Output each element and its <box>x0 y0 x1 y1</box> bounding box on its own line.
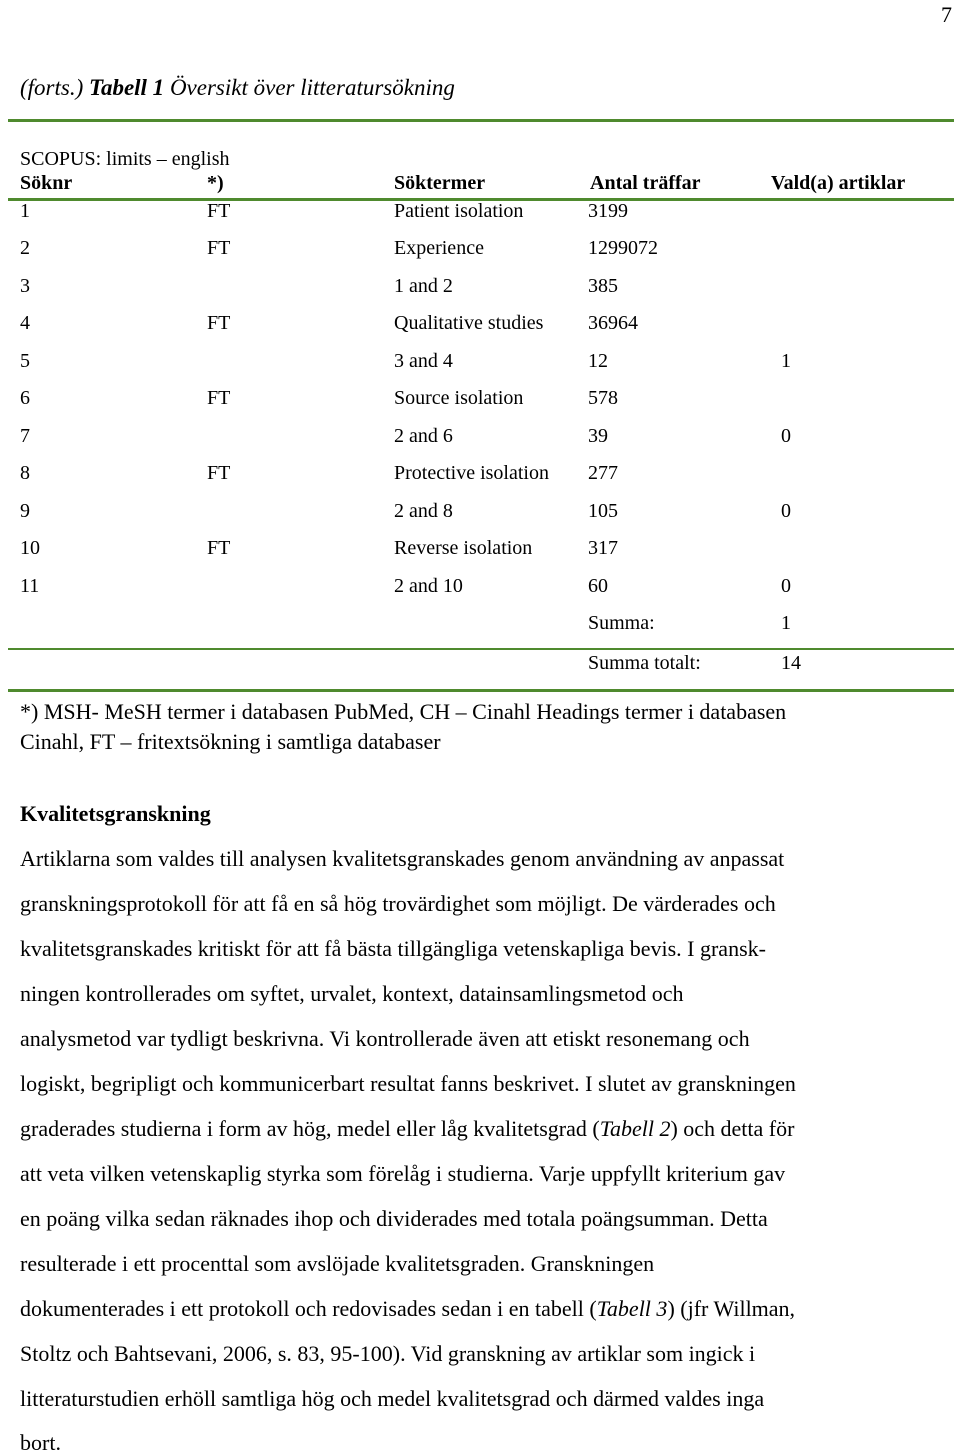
cell-search-number: 1 <box>20 200 30 222</box>
cell-field: FT <box>207 462 231 484</box>
cell-field: FT <box>207 200 231 222</box>
database-label: SCOPUS: limits – english <box>20 148 230 170</box>
sum-rule <box>8 648 954 650</box>
cell-search-number: 9 <box>20 500 30 522</box>
cell-hit-count: 60 <box>588 575 608 597</box>
cell-field: FT <box>207 237 231 259</box>
cell-hit-count: 39 <box>588 425 608 447</box>
table-reference: Tabell 3 <box>596 1296 668 1321</box>
cell-hit-count: 578 <box>588 387 618 409</box>
table-row <box>0 537 960 567</box>
paragraph-line: Stoltz och Bahtsevani, 2006, s. 83, 95-100). Vid granskning av artiklar som ingick i <box>20 1341 756 1366</box>
paragraph-line: Artiklarna som valdes till analysen kvalitetsgranskades genom användning av anpassat <box>20 846 785 871</box>
sum-row <box>0 612 960 642</box>
cell-selected-articles: 0 <box>781 500 791 522</box>
cell-search-number: 3 <box>20 275 30 297</box>
total-row <box>0 652 960 682</box>
cell-search-number: 11 <box>20 575 40 597</box>
paragraph-text: ) (jfr Willman, <box>667 1296 796 1321</box>
cell-search-terms: 3 and 4 <box>394 350 453 372</box>
caption-prefix: (forts.) <box>20 75 89 100</box>
sum-value: 1 <box>781 612 791 634</box>
paragraph-line: kvalitetsgranskades kritiskt för att få bästa tillgängliga vetenskapliga bevis. I gransk- <box>20 936 766 961</box>
cell-search-number: 8 <box>20 462 30 484</box>
table-row <box>0 312 960 342</box>
cell-search-number: 7 <box>20 425 30 447</box>
table-row <box>0 275 960 305</box>
paragraph-line: en poäng vilka sedan räknades ihop och dividerades med totala poängsumman. Detta <box>20 1206 768 1231</box>
cell-hit-count: 317 <box>588 537 618 559</box>
cell-hit-count: 385 <box>588 275 618 297</box>
cell-field: FT <box>207 312 231 334</box>
cell-hit-count: 36964 <box>588 312 638 334</box>
table-row <box>0 575 960 605</box>
header-hit-count: Antal träffar <box>590 172 701 194</box>
paragraph-line: resulterade i ett procenttal som avslöjade kvalitetsgraden. Granskningen <box>20 1251 655 1276</box>
cell-field: FT <box>207 387 231 409</box>
paragraph-line: ningen kontrollerades om syftet, urvalet, kontext, datainsamlingsmetod och <box>20 981 684 1006</box>
table-top-rule <box>8 119 954 122</box>
table-row <box>0 425 960 455</box>
table-footnote <box>20 697 950 757</box>
table-row <box>0 350 960 380</box>
sum-label: Summa: <box>588 612 655 634</box>
paragraph-line: bort. <box>20 1430 61 1455</box>
cell-selected-articles: 0 <box>781 575 791 597</box>
header-search-number: Söknr <box>20 172 73 194</box>
cell-search-number: 5 <box>20 350 30 372</box>
table-row <box>0 237 960 267</box>
cell-search-terms: 2 and 10 <box>394 575 463 597</box>
cell-search-terms: Protective isolation <box>394 462 549 484</box>
table-reference: Tabell 2 <box>599 1116 671 1141</box>
paragraph-line: granskningsprotokoll för att få en så hög trovärdighet som möjligt. De värderades och <box>20 891 776 916</box>
paragraph-line: att veta vilken vetenskaplig styrka som förelåg i studierna. Varje uppfyllt kriterium gav <box>20 1161 786 1186</box>
paragraph-line <box>20 1116 950 1142</box>
paragraph-text: graderades studierna i form av hög, medel eller låg kvalitetsgrad ( <box>20 1116 600 1141</box>
cell-search-terms: 2 and 6 <box>394 425 453 447</box>
cell-search-number: 2 <box>20 237 30 259</box>
cell-search-terms: Qualitative studies <box>394 312 544 334</box>
cell-search-terms: 2 and 8 <box>394 500 453 522</box>
paragraph-line <box>20 1296 950 1322</box>
table-row <box>0 500 960 530</box>
total-label: Summa totalt: <box>588 652 701 674</box>
section-heading: Kvalitetsgranskning <box>20 801 211 826</box>
page-number: 7 <box>941 2 952 27</box>
paragraph-line: analysmetod var tydligt beskrivna. Vi kontrollerade även att etiskt resonemang och <box>20 1026 750 1051</box>
paragraph-text: ) och detta för <box>670 1116 795 1141</box>
table-row <box>0 387 960 417</box>
cell-hit-count: 105 <box>588 500 618 522</box>
paragraph-line: logiskt, begripligt och kommunicerbart resultat fanns beskrivet. I slutet av granskningen <box>20 1071 796 1096</box>
cell-search-number: 4 <box>20 312 30 334</box>
table-caption <box>20 75 455 101</box>
header-field: *) <box>207 172 224 194</box>
total-value: 14 <box>781 652 801 674</box>
cell-search-terms: Source isolation <box>394 387 524 409</box>
header-search-terms: Söktermer <box>394 172 486 194</box>
table-row <box>0 200 960 230</box>
caption-table-label: Tabell 1 <box>89 75 165 100</box>
caption-title: Översikt över litteratursökning <box>164 75 455 100</box>
paragraph-text: dokumenterades i ett protokoll och redovisades sedan i en tabell ( <box>20 1296 597 1321</box>
cell-search-number: 10 <box>20 537 40 559</box>
cell-hit-count: 3199 <box>588 200 628 222</box>
table-row <box>0 462 960 492</box>
cell-search-terms: Experience <box>394 237 484 259</box>
table-bottom-rule <box>8 689 954 692</box>
cell-hit-count: 1299072 <box>588 237 658 259</box>
footnote-line: *) MSH- MeSH termer i databasen PubMed, CH – Cinahl Headings termer i databasen <box>20 699 787 724</box>
paragraph-line: litteraturstudien erhöll samtliga hög och medel kvalitetsgrad och därmed valdes inga <box>20 1386 765 1411</box>
header-selected-articles: Vald(a) artiklar <box>771 172 906 194</box>
cell-selected-articles: 1 <box>781 350 791 372</box>
cell-field: FT <box>207 537 231 559</box>
cell-search-terms: Patient isolation <box>394 200 524 222</box>
footnote-line: Cinahl, FT – fritextsökning i samtliga databaser <box>20 729 441 754</box>
cell-hit-count: 277 <box>588 462 618 484</box>
cell-selected-articles: 0 <box>781 425 791 447</box>
cell-search-number: 6 <box>20 387 30 409</box>
cell-search-terms: 1 and 2 <box>394 275 453 297</box>
cell-hit-count: 12 <box>588 350 608 372</box>
cell-search-terms: Reverse isolation <box>394 537 533 559</box>
